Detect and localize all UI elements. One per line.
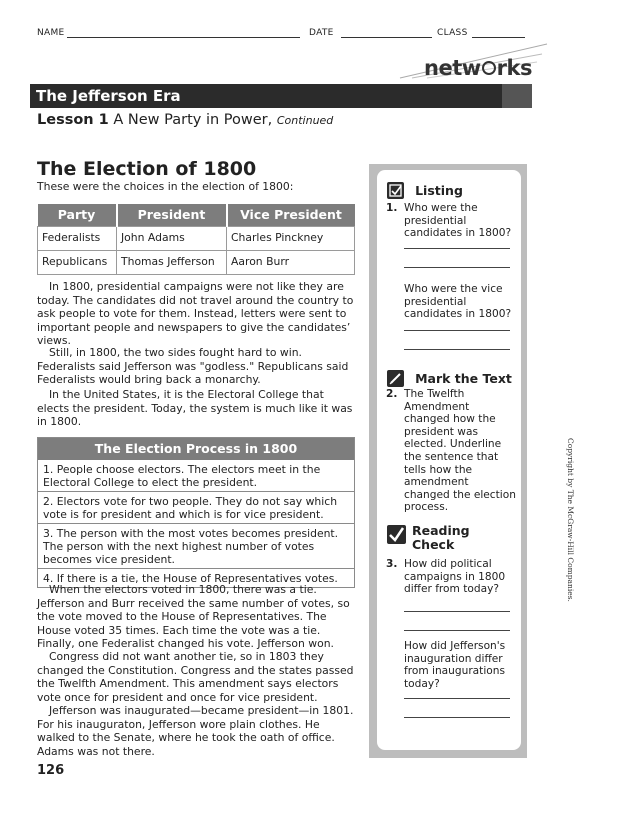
answer-line[interactable] — [404, 349, 510, 350]
process-title: The Election Process in 1800 — [38, 438, 354, 460]
election-process-box — [37, 437, 355, 588]
answer-line[interactable] — [404, 717, 510, 718]
paragraph: In 1800, presidential campaigns were not like they are today. The candidates did not travel around the country to ask people to vote for them. Instead, letters were sent to important people and newspapers to give the candidates’ views. — [37, 280, 354, 348]
margin-sidebar — [369, 164, 527, 758]
page-number: 126 — [37, 763, 65, 778]
candidates-table — [37, 204, 355, 275]
col-header: President — [117, 204, 227, 226]
checkmark-icon — [387, 525, 406, 544]
answer-line[interactable] — [404, 630, 510, 631]
chapter-banner: The Jefferson Era — [30, 84, 532, 108]
table-cell: Thomas Jefferson — [117, 250, 227, 274]
question-text: How did political campaigns in 1800 differ from today? — [404, 558, 506, 596]
date-blank[interactable] — [341, 37, 432, 38]
table-row — [38, 250, 355, 274]
banner-accent — [502, 84, 532, 108]
table-cell: John Adams — [117, 226, 227, 250]
paragraph: In the United States, it is the Electoral College that elects the president. Today, the system is much like it was in 1800. — [37, 388, 353, 429]
listing-icon — [387, 182, 404, 199]
class-label: CLASS — [437, 28, 468, 38]
question-text: How did Jefferson's inauguration differ from inaugurations today? — [404, 640, 506, 690]
mark-text-section-head: Mark the Text — [387, 368, 512, 387]
table-cell: Federalists — [38, 226, 117, 250]
sidebar-panel — [377, 170, 521, 750]
process-step: 3. The person with the most votes becomes president. The person with the next highest number of votes becomes vice president. — [38, 523, 354, 568]
networks-logo: netw rks — [424, 56, 532, 80]
date-label: DATE — [309, 28, 334, 38]
table-row — [38, 226, 355, 250]
question-text: The Twelfth Amendment changed how the president was elected. Underline the sentence that tells how the amendment changed the election process. — [404, 388, 516, 514]
table-cell: Aaron Burr — [227, 250, 355, 274]
table-cell: Republicans — [38, 250, 117, 274]
table-cell: Charles Pinckney — [227, 226, 355, 250]
class-blank[interactable] — [472, 37, 525, 38]
reading-check-section-head — [387, 524, 406, 544]
paragraph: Still, in 1800, the two sides fought hard to win. Federalists said Jefferson was "godless." Republicans said Federalists would bring back a monarchy. — [37, 346, 349, 387]
question-number: 3. — [386, 558, 398, 570]
question-text: Who were the presidential candidates in 1800? — [404, 202, 512, 240]
process-step: 1. People choose electors. The electors meet in the Electoral College to elect the president. — [43, 463, 321, 489]
globe-icon — [482, 61, 496, 75]
name-blank[interactable] — [67, 37, 300, 38]
process-step: 4. If there is a tie, the House of Representatives votes. — [38, 568, 354, 587]
question-text: Who were the vice presidential candidates in 1800? — [404, 283, 512, 321]
answer-line[interactable] — [404, 267, 510, 268]
question-number: 1. — [386, 202, 398, 214]
paragraph: Congress did not want another tie, so in 1803 they changed the Constitution. Congress and the states passed the Twelfth Amendment. This amendment says electors vote once for president and once for vice president. — [37, 650, 354, 704]
question-number: 2. — [386, 388, 398, 400]
process-step: 2. Electors vote for two people. They do not say which vote is for president and which is for vice president. — [38, 491, 354, 523]
answer-line[interactable] — [404, 698, 510, 699]
paragraph: When the electors voted in 1800, there was a tie. Jefferson and Burr received the same number of votes, so the vote moved to the House of Representatives. The House voted 35 times. Each time the vote was a tie. Finally, one Federalist changed his vote. Jefferson won. — [37, 583, 350, 651]
name-label: NAME — [37, 28, 65, 38]
paragraph: Jefferson was inaugurated—became president—in 1801. For his inauguraton, Jefferson wore plain clothes. He walked to the Senate, where he took the oath of office. Adams was not there. — [37, 704, 354, 758]
mark-text-icon — [387, 370, 404, 387]
section-heading: The Election of 1800 — [37, 158, 257, 180]
answer-line[interactable] — [404, 611, 510, 612]
answer-line[interactable] — [404, 330, 510, 331]
listing-section-head: Listing — [387, 180, 463, 199]
col-header: Party — [38, 204, 117, 226]
col-header: Vice President — [227, 204, 355, 226]
copyright-notice: Copyright by The McGraw-Hill Companies. — [566, 438, 575, 602]
answer-line[interactable] — [404, 248, 510, 249]
lesson-title: Lesson 1 A New Party in Power, Continued — [37, 112, 334, 128]
reading-check-heading: Reading Check — [412, 523, 470, 552]
table-header-row — [38, 204, 355, 226]
intro-text: These were the choices in the election of 1800: — [37, 180, 294, 193]
